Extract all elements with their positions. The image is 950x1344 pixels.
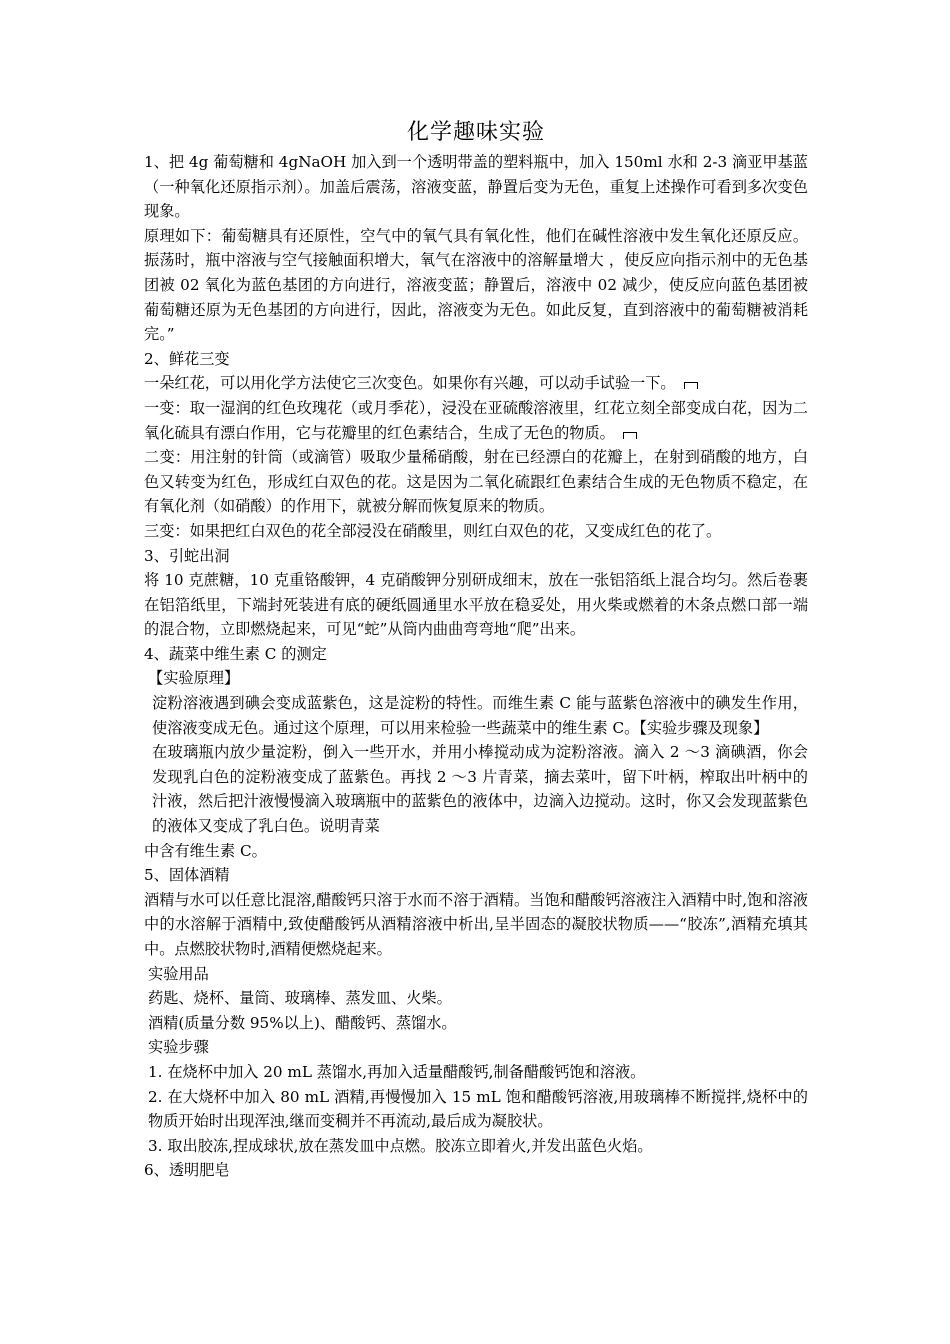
return-mark-icon: [684, 382, 698, 389]
paragraph-exp2-step1-text: 一变：取一湿润的红色玫瑰花（或月季花），浸没在亚硫酸溶液里，红花立刻全部变成白花，因为二氧化硫具有漂白作用，它与花瓣里的红色素结合，生成了无色的物质。: [144, 398, 808, 442]
subheading-exp5-materials: 实验用品: [148, 964, 209, 983]
paragraph-exp2-intro-text: 一朵红花，可以用化学方法使它三次变色。如果你有兴趣，可以动手试验一下。: [144, 374, 676, 393]
heading-exp5: 5、固体酒精: [144, 866, 230, 885]
paragraph-exp4-conclusion: 中含有维生素 C。: [144, 841, 267, 860]
paragraph-exp4-steps: 在玻璃瓶内放少量淀粉，倒入一些开水，并用小棒搅动成为淀粉溶液。滴入 2 ～3 滴碘酒，你会发现乳白色的淀粉液变成了蓝紫色。再找 2 ～3 片青菜，摘去菜叶，留下叶柄，榨取出叶柄中的汁液，然后把汁液慢慢滴入玻璃瓶中的蓝紫色的液体中，边滴入边搅动。这时，你又会发现蓝紫色的液体又变成了乳白色。说明青菜: [152, 743, 808, 836]
document-page: [144, 118, 808, 1183]
subheading-exp4-principle: 【实验原理】: [148, 669, 240, 688]
paragraph-exp1: 1、把 4g 葡萄糖和 4gNaOH 加入到一个透明带盖的塑料瓶中，加入 150ml 水和 2-3 滴亚甲基蓝（一种氧化还原指示剂）。加盖后震荡，溶液变蓝，静置后变为无色，重复上述操作可看到多次变色现象。: [144, 153, 808, 221]
document-title: 化学趣味实验: [406, 120, 545, 145]
heading-exp6: 6、透明肥皂: [144, 1161, 230, 1180]
paragraph-exp5-step3: 3. 取出胶冻,捏成球状,放在蒸发皿中点燃。胶冻立即着火,并发出蓝色火焰。: [148, 1136, 653, 1155]
paragraph-exp5-materials-chemicals: 酒精(质量分数 95%以上)、醋酸钙、蒸馏水。: [148, 1013, 457, 1032]
paragraph-exp2-step2: 二变：用注射的针筒（或滴管）吸取少量稀硝酸，射在已经漂白的花瓣上，在射到硝酸的地方，白色又转变为红色，形成红白双色的花。这是因为二氧化硫跟红色素结合生成的无色物质不稳定，在有氧化剂（如硝酸）的作用下，就被分解而恢复原来的物质。: [144, 448, 808, 516]
return-mark-icon: [623, 432, 637, 439]
paragraph-exp5-materials-tools: 药匙、烧杯、量筒、玻璃棒、蒸发皿、火柴。: [148, 989, 452, 1008]
paragraph-exp3: 将 10 克蔗糖，10 克重铬酸钾，4 克硝酸钾分别研成细末，放在一张铝箔纸上混合均匀。然后卷裹在铝箔纸里，下端封死装进有底的硬纸圆通里水平放在稳妥处，用火柴或燃着的木条点燃口部一端的混合物，立即燃烧起来，可见“蛇”从筒内曲曲弯弯地“爬”出来。: [144, 571, 808, 639]
heading-exp4: 4、蔬菜中维生素 C 的测定: [144, 644, 327, 663]
subheading-exp5-steps: 实验步骤: [148, 1038, 209, 1057]
paragraph-exp5-step2: 2. 在大烧杯中加入 80 mL 酒精,再慢慢加入 15 mL 饱和醋酸钙溶液,用玻璃棒不断搅拌,烧杯中的物质开始时出现浑浊,继而变稠并不再流动,最后成为凝胶状。: [148, 1087, 808, 1131]
paragraph-exp1-principle: 原理如下：葡萄糖具有还原性，空气中的氧气具有氧化性，他们在碱性溶液中发生氧化还原反应。振荡时，瓶中溶液与空气接触面积增大，氧气在溶液中的溶解量增大 ，使反应向指示剂中的无色基团被 02 氧化为蓝色基团的方向进行，溶液变蓝；静置后，溶液中 02 减少，使反应向蓝色基团被葡萄糖还原为无色基团的方向进行，因此，溶液变为无色。如此反复，直到溶液中的葡萄糖被消耗完。”: [144, 226, 808, 344]
paragraph-exp2-intro: [144, 371, 808, 396]
paragraph-exp2-step1: [144, 396, 808, 445]
paragraph-exp4-principle: 淀粉溶液遇到碘会变成蓝紫色，这是淀粉的特性。而维生素 C 能与蓝紫色溶液中的碘发生作用，使溶液变成无色。通过这个原理，可以用来检验一些蔬菜中的维生素 C。【实验步骤及现象】: [152, 694, 808, 737]
paragraph-exp2-step3: 三变：如果把红白双色的花全部浸没在硝酸里，则红白双色的花，又变成红色的花了。: [144, 521, 722, 540]
heading-exp3: 3、引蛇出洞: [144, 546, 230, 565]
paragraph-exp5-step1: 1. 在烧杯中加入 20 mL 蒸馏水,再加入适量醋酸钙,制备醋酸钙饱和溶液。: [148, 1062, 646, 1081]
heading-exp2: 2、鲜花三变: [144, 349, 230, 368]
paragraph-exp5: 酒精与水可以任意比混溶,醋酸钙只溶于水而不溶于酒精。当饱和醋酸钙溶液注入酒精中时,饱和溶液中的水溶解于酒精中,致使醋酸钙从酒精溶液中析出,呈半固态的凝胶状物质——“胶冻”,酒精充填其中。点燃胶状物时,酒精便燃烧起来。: [144, 890, 808, 958]
